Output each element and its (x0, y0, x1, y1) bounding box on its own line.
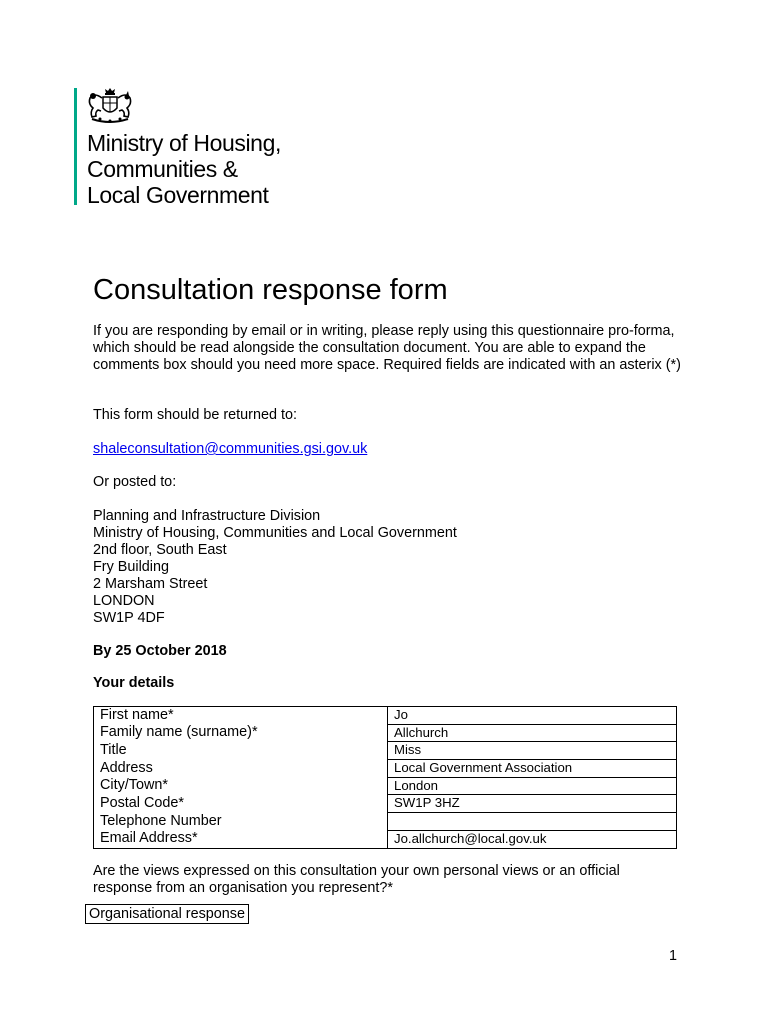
address-line: Ministry of Housing, Communities and Local Government (93, 525, 457, 541)
royal-coat-of-arms-icon (86, 88, 134, 124)
postal-address (93, 508, 457, 627)
address-line: Fry Building (93, 559, 169, 575)
field-label: Title (94, 742, 388, 760)
logo-accent-bar (74, 88, 77, 205)
table-row (94, 724, 677, 742)
table-row (94, 742, 677, 760)
details-table (93, 706, 677, 849)
table-row (94, 760, 677, 778)
organisation-name (87, 130, 281, 208)
field-value[interactable]: SW1P 3HZ (388, 795, 677, 813)
table-row (94, 795, 677, 813)
field-value[interactable]: London (388, 777, 677, 795)
return-label: This form should be returned to: (93, 407, 297, 423)
field-label: Telephone Number (94, 813, 388, 831)
address-line: 2 Marsham Street (93, 576, 208, 592)
table-row (94, 707, 677, 725)
field-label: First name* (94, 707, 388, 725)
field-value[interactable]: Miss (388, 742, 677, 760)
field-value[interactable] (388, 813, 677, 831)
field-value[interactable]: Jo (388, 707, 677, 725)
field-value[interactable]: Jo.allchurch@local.gov.uk (388, 830, 677, 848)
field-label: Postal Code* (94, 795, 388, 813)
table-row (94, 830, 677, 848)
page-number: 1 (669, 948, 678, 964)
field-value[interactable]: Local Government Association (388, 760, 677, 778)
posted-label: Or posted to: (93, 474, 177, 490)
org-name-line-1: Ministry of Housing, (87, 130, 281, 156)
field-label: Family name (surname)* (94, 724, 388, 742)
field-label: Address (94, 760, 388, 778)
address-line: SW1P 4DF (93, 610, 165, 626)
table-row (94, 813, 677, 831)
form-title: Consultation response form (93, 274, 448, 306)
table-row (94, 777, 677, 795)
details-heading: Your details (93, 675, 175, 691)
deadline: By 25 October 2018 (93, 643, 227, 659)
field-value[interactable]: Allchurch (388, 724, 677, 742)
org-name-line-3: Local Government (87, 182, 269, 208)
field-label: City/Town* (94, 777, 388, 795)
address-line: Planning and Infrastructure Division (93, 508, 321, 524)
intro-paragraph: If you are responding by email or in writing, please reply using this questionnaire pro-forma, which should be read alongside the consultation document. You are able to expand the comments box should you need more space. Required fields are indicated with an asterix (*) (93, 323, 681, 373)
email-link[interactable]: shaleconsultation@communities.gsi.gov.uk (93, 441, 368, 457)
address-line: LONDON (93, 593, 155, 609)
response-type-answer[interactable]: Organisational response (85, 904, 249, 924)
views-question: Are the views expressed on this consultation your own personal views or an official response from an organisation you represent?* (93, 863, 620, 896)
org-name-line-2: Communities & (87, 156, 238, 182)
field-label: Email Address* (94, 830, 388, 848)
address-line: 2nd floor, South East (93, 542, 227, 558)
